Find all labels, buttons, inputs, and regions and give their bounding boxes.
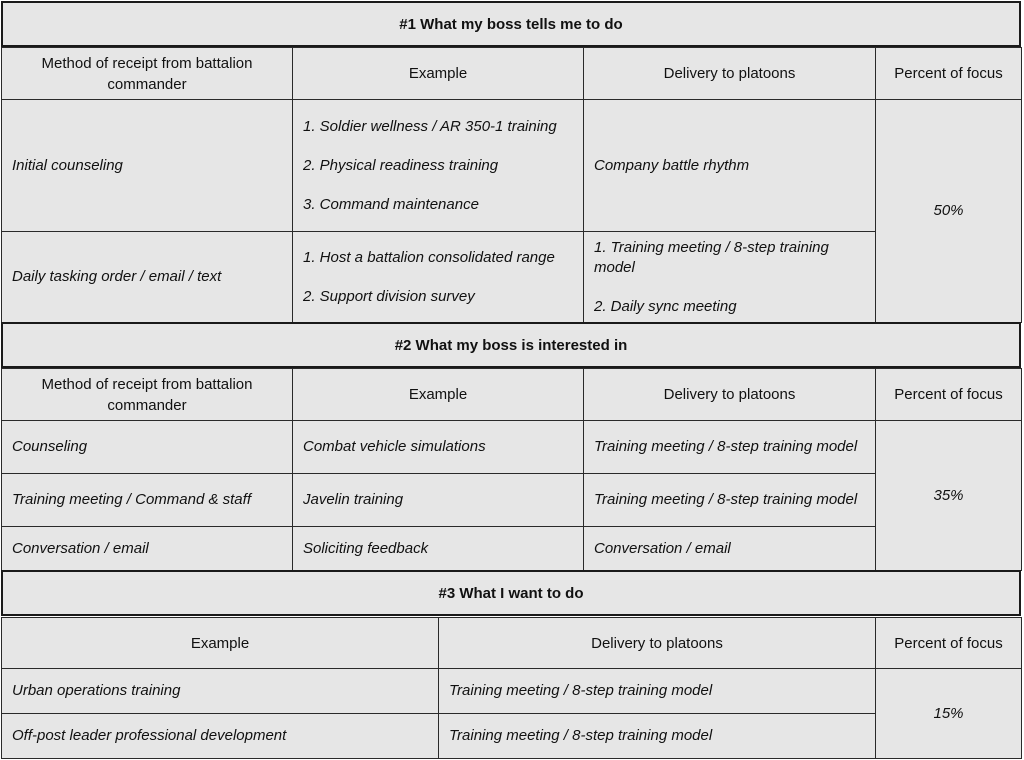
section3-title	[1, 570, 1021, 616]
example-text: Soliciting feedback	[303, 539, 429, 557]
delivery-item: 2. Daily sync meeting	[594, 297, 737, 315]
section1-header-example	[292, 47, 584, 100]
header-percent-text: Percent of focus	[894, 65, 1003, 82]
delivery-text: Training meeting / 8-step training model	[594, 438, 858, 455]
delivery-text: Training meeting / 8-step training model	[449, 727, 713, 744]
section3-header-percent	[875, 617, 1022, 669]
section3-percent-cell	[875, 668, 1022, 759]
header-percent-text: Percent of focus	[894, 386, 1003, 403]
method-text: Conversation / email	[12, 539, 149, 557]
table-row-cell-example	[292, 473, 584, 527]
method-text: Daily tasking order / email / text	[12, 268, 222, 285]
table-row-cell-example	[292, 99, 584, 232]
example-item: 3. Command maintenance	[303, 195, 479, 213]
delivery-text: Training meeting / 8-step training model	[594, 491, 858, 508]
delivery-text: Training meeting / 8-step training model	[449, 682, 713, 699]
header-percent-text: Percent of focus	[894, 634, 1003, 652]
table-row-cell-example	[1, 713, 439, 759]
example-text: Off-post leader professional development	[12, 727, 287, 744]
table-row-cell-delivery	[583, 526, 876, 571]
section2-title-text: #2 What my boss is interested in	[394, 336, 628, 354]
header-delivery-text: Delivery to platoons	[663, 386, 796, 403]
method-text: Counseling	[12, 438, 88, 455]
header-method-text: Method of receipt from battalion commander	[41, 54, 253, 93]
section1-header-percent	[875, 47, 1022, 100]
header-delivery-text: Delivery to platoons	[663, 65, 796, 82]
table-row-cell-method	[1, 473, 293, 527]
header-example-text: Example	[190, 634, 250, 652]
table-row-cell-delivery	[583, 473, 876, 527]
section2-header-method	[1, 368, 293, 421]
header-example-text: Example	[408, 386, 468, 403]
table-row-cell-delivery	[438, 668, 876, 714]
section1-title-text: #1 What my boss tells me to do	[399, 15, 623, 33]
section2-header-delivery	[583, 368, 876, 421]
table-row-cell-method	[1, 231, 293, 323]
section3-title-text: #3 What I want to do	[438, 584, 584, 602]
table-row-cell-example	[292, 231, 584, 323]
delivery-item: 1. Training meeting / 8-step training model	[594, 238, 829, 276]
example-text: Combat vehicle simulations	[303, 438, 486, 455]
example-item: 1. Soldier wellness / AR 350-1 training	[303, 117, 557, 135]
section2-title	[1, 322, 1021, 368]
table-row-cell-method	[1, 99, 293, 232]
percent-value: 15%	[933, 704, 964, 722]
header-example-text: Example	[408, 65, 468, 82]
section2-percent-cell	[875, 420, 1022, 571]
example-item: 2. Support division survey	[303, 287, 475, 305]
section2-header-percent	[875, 368, 1022, 421]
header-delivery-text: Delivery to platoons	[591, 634, 723, 652]
table-row-cell-example	[292, 526, 584, 571]
section1-percent-cell	[875, 99, 1022, 323]
example-item: 1. Host a battalion consolidated range	[303, 248, 555, 266]
section2-header-example	[292, 368, 584, 421]
method-text: Initial counseling	[12, 156, 123, 174]
table-row-cell-method	[1, 420, 293, 474]
table-row-cell-delivery	[438, 713, 876, 759]
example-text: Urban operations training	[12, 682, 181, 699]
section3-header-example	[1, 617, 439, 669]
example-item: 2. Physical readiness training	[303, 156, 499, 174]
percent-value: 50%	[933, 202, 964, 219]
table-row-cell-example	[292, 420, 584, 474]
delivery-text: Conversation / email	[594, 539, 731, 557]
percent-value: 35%	[933, 486, 964, 504]
section1-header-delivery	[583, 47, 876, 100]
section1-header-method	[1, 47, 293, 100]
table-row-cell-delivery	[583, 420, 876, 474]
table-row-cell-delivery	[583, 99, 876, 232]
delivery-text: Company battle rhythm	[594, 156, 750, 174]
section1-title	[1, 1, 1021, 47]
header-method-text: Method of receipt from battalion commander	[41, 375, 253, 414]
method-text: Training meeting / Command & staff	[12, 491, 251, 508]
section3-header-delivery	[438, 617, 876, 669]
table-row-cell-delivery	[583, 231, 876, 323]
table-row-cell-method	[1, 526, 293, 571]
table-row-cell-example	[1, 668, 439, 714]
example-text: Javelin training	[303, 491, 404, 508]
